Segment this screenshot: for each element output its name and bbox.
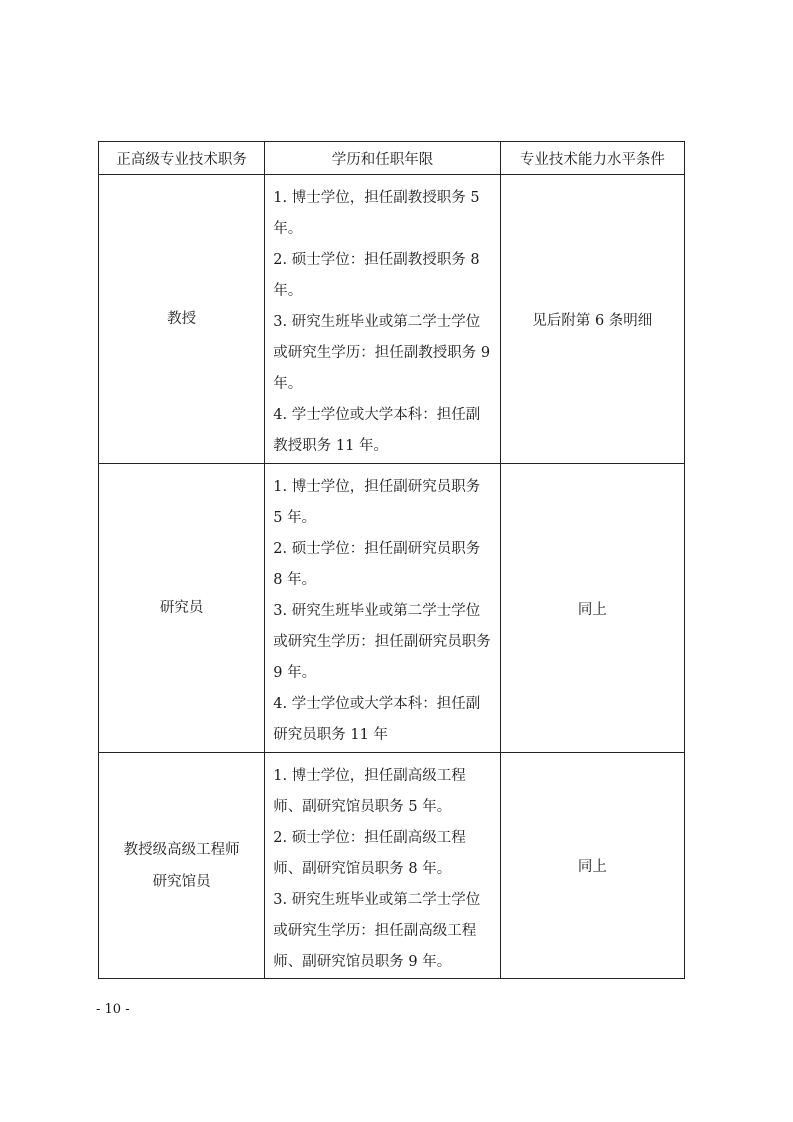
requirement-item: 4. 学士学位或大学本科：担任副研究员职务 11 年: [273, 696, 481, 743]
table-row: [99, 753, 685, 979]
requirements-cell: [265, 753, 500, 979]
requirement-item: 3. 研究生班毕业或第二学士学位或研究生学历：担任副高级工程师、副研究馆员职务 9 年。: [273, 892, 481, 970]
requirement-item: 1. 博士学位，担任副研究员职务 5 年。: [273, 479, 481, 526]
table-row: [99, 464, 685, 753]
table-row: [99, 175, 685, 464]
table-header-row: [99, 142, 685, 175]
requirements-cell: [265, 175, 500, 464]
position-title: 研究馆员: [152, 873, 211, 890]
requirement-item: 2. 硕士学位：担任副高级工程师、副研究馆员职务 8 年。: [273, 830, 466, 877]
requirements-cell: [265, 464, 500, 753]
requirement-item: 3. 研究生班毕业或第二学士学位或研究生学历：担任副教授职务 9 年。: [273, 314, 491, 392]
requirement-item: 2. 硕士学位：担任副教授职务 8 年。: [273, 252, 480, 299]
requirement-item: 2. 硕士学位：担任副研究员职务 8 年。: [273, 541, 481, 588]
requirement-item: 1. 博士学位，担任副高级工程师、副研究馆员职务 5 年。: [273, 768, 466, 815]
requirement-item: 3. 研究生班毕业或第二学士学位或研究生学历：担任副研究员职务 9 年。: [273, 603, 491, 681]
requirement-item: 1. 博士学位，担任副教授职务 5 年。: [273, 190, 480, 237]
ability-cell: 同上: [500, 464, 684, 753]
position-title: 教授级高级工程师: [123, 841, 240, 858]
position-title-cell: [99, 753, 265, 979]
header-ability-conditions: 专业技术能力水平条件: [500, 142, 684, 175]
header-position: 正高级专业技术职务: [99, 142, 265, 175]
header-education-years: 学历和任职年限: [265, 142, 500, 175]
position-title-cell: [99, 464, 265, 753]
page-number: - 10 -: [96, 1002, 130, 1017]
position-title-cell: [99, 175, 265, 464]
position-title: 教授: [167, 311, 197, 327]
ability-cell: 同上: [500, 753, 684, 979]
requirement-item: 4. 学士学位或大学本科：担任副教授职务 11 年。: [273, 407, 481, 454]
qualification-table: [98, 141, 685, 979]
position-title: 研究员: [159, 600, 204, 616]
ability-cell: 见后附第 6 条明细: [500, 175, 684, 464]
